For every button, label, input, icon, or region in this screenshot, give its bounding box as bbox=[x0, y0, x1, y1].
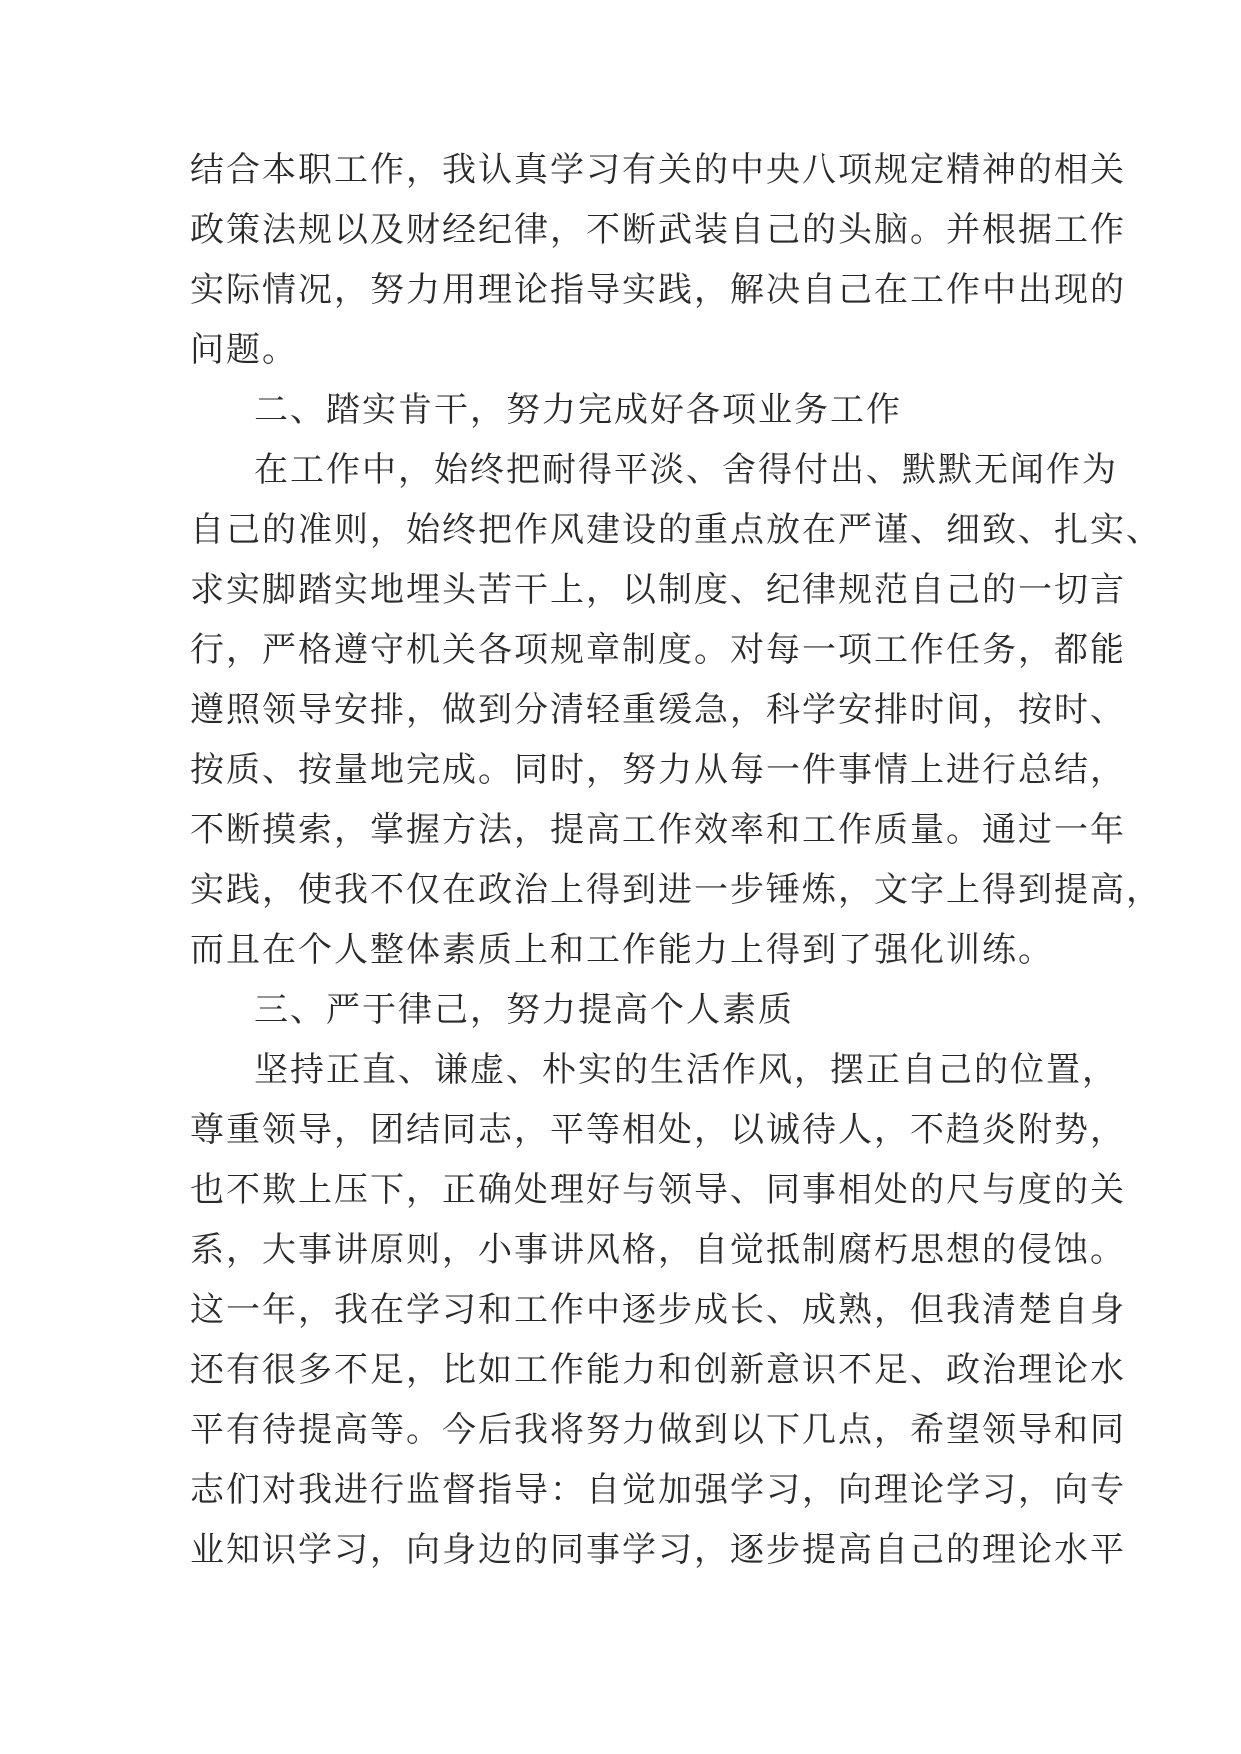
text-line: 按质、按量地完成。同时，努力从每一件事情上进行总结， bbox=[190, 750, 1126, 790]
text-line: 平有待提高等。今后我将努力做到以下几点，希望领导和同 bbox=[190, 1410, 1126, 1450]
text-line: 求实脚踏实地埋头苦干上，以制度、纪律规范自己的一切言 bbox=[190, 570, 1126, 610]
text-line: 还有很多不足，比如工作能力和创新意识不足、政治理论水 bbox=[190, 1350, 1126, 1390]
text-line: 遵照领导安排，做到分清轻重缓急，科学安排时间，按时、 bbox=[190, 690, 1126, 730]
text-line: 实际情况，努力用理论指导实践，解决自己在工作中出现的 bbox=[190, 270, 1126, 310]
section-heading-3: 三、严于律己，努力提高个人素质 bbox=[254, 990, 794, 1030]
text-line: 不断摸索，掌握方法，提高工作效率和工作质量。通过一年 bbox=[190, 810, 1126, 850]
text-line: 尊重领导，团结同志，平等相处，以诚待人，不趋炎附势， bbox=[190, 1110, 1126, 1150]
text-line: 政策法规以及财经纪律，不断武装自己的头脑。并根据工作 bbox=[190, 210, 1126, 250]
text-line: 结合本职工作，我认真学习有关的中央八项规定精神的相关 bbox=[190, 150, 1126, 190]
text-line: 这一年，我在学习和工作中逐步成长、成熟，但我清楚自身 bbox=[190, 1290, 1126, 1330]
text-line: 问题。 bbox=[190, 330, 298, 370]
text-line: 也不欺上压下，正确处理好与领导、同事相处的尺与度的关 bbox=[190, 1170, 1126, 1210]
text-line: 系，大事讲原则，小事讲风格，自觉抵制腐朽思想的侵蚀。 bbox=[190, 1230, 1126, 1270]
section-heading-2: 二、踏实肯干，努力完成好各项业务工作 bbox=[254, 390, 902, 430]
text-line: 自己的准则，始终把作风建设的重点放在严谨、细致、扎实、 bbox=[190, 510, 1162, 550]
text-line: 在工作中，始终把耐得平淡、舍得付出、默默无闻作为 bbox=[254, 450, 1118, 490]
text-line: 志们对我进行监督指导：自觉加强学习，向理论学习，向专 bbox=[190, 1470, 1126, 1510]
text-line: 实践，使我不仅在政治上得到进一步锤炼，文字上得到提高， bbox=[190, 870, 1162, 910]
text-line: 坚持正直、谦虚、朴实的生活作风，摆正自己的位置， bbox=[254, 1050, 1118, 1090]
body-text bbox=[190, 140, 1162, 1580]
text-line: 业知识学习，向身边的同事学习，逐步提高自己的理论水平 bbox=[190, 1530, 1126, 1570]
text-line: 而且在个人整体素质上和工作能力上得到了强化训练。 bbox=[190, 930, 1054, 970]
text-line: 行，严格遵守机关各项规章制度。对每一项工作任务，都能 bbox=[190, 630, 1126, 670]
